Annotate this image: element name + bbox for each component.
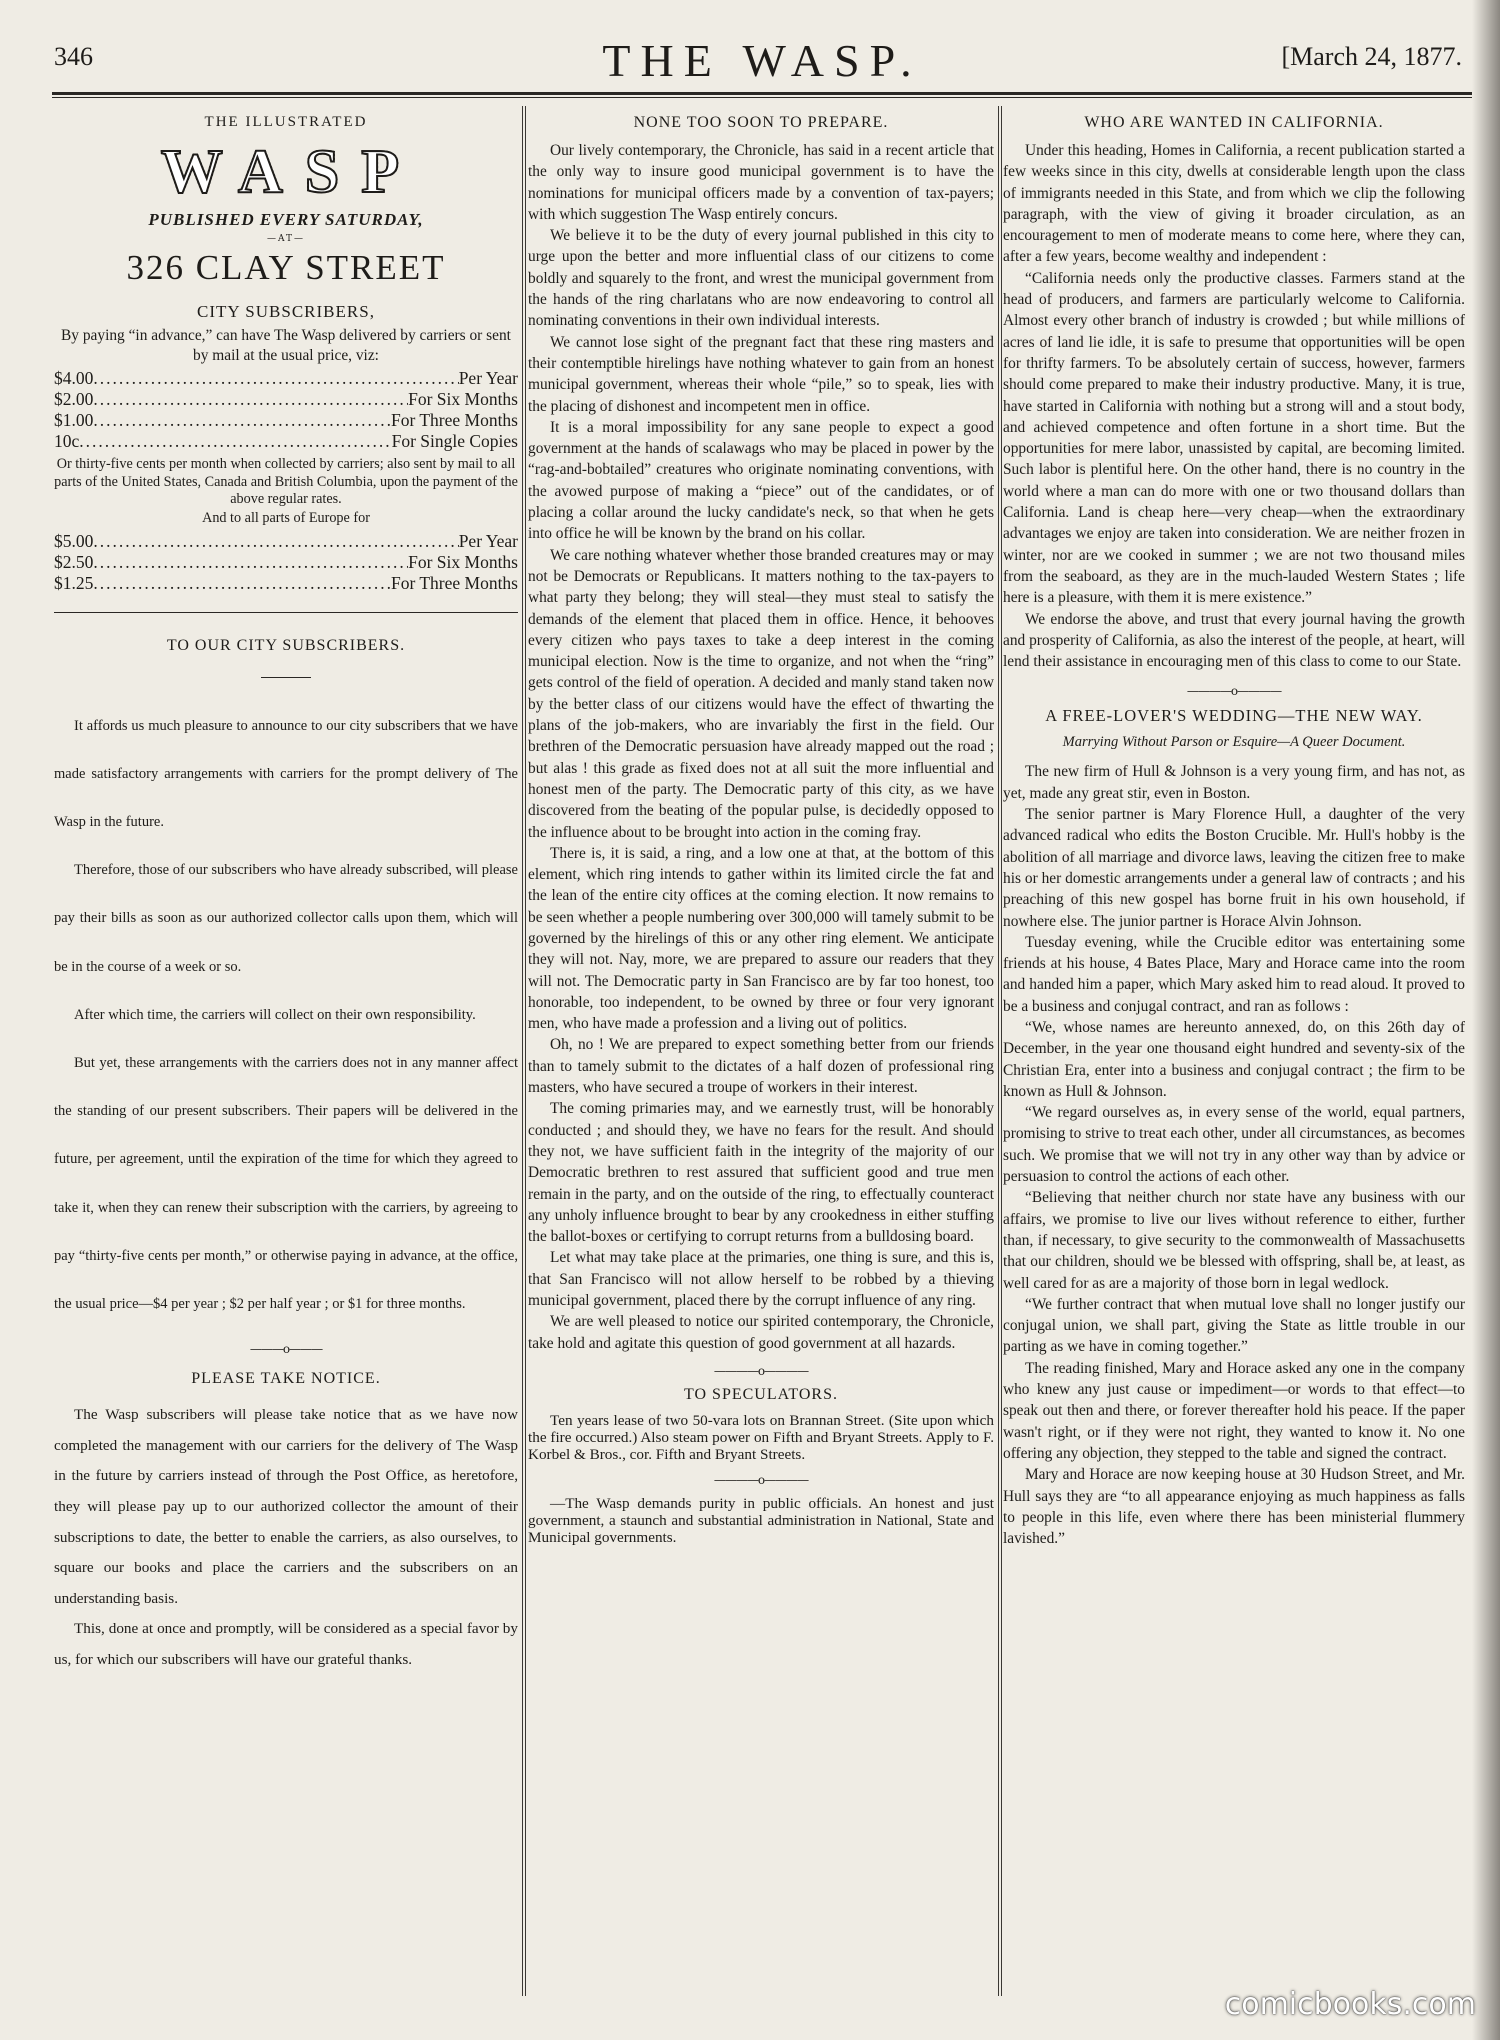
header-rule-thin [52,97,1478,98]
subscribers-intro: By paying “in advance,” can have The Wasp delivered by carriers or sent by mail at the usual price, viz: [61,327,511,364]
purity-text: —The Wasp demands purity in public officials. An honest and just government, a staunch and substantial administration in National, State and Municipal governments. [528,1494,994,1546]
paragraph: The reading finished, Mary and Horace asked any one in the company who knew any just cause or impediment—or words to that effect—to speak out then and there, or forever thereafter hold his peace. If the paper wasn't right, or if they were not right, they wanted to know it. No one offering any objection, they stepped to the table and signed the contract. [1003,1359,1465,1462]
paragraph: There is, it is said, a ring, and a low one at that, at the bottom of this element, which ring intends to gather within its limited circle the fat and the lean of the entire city offices at the coming election. It now remains to be seen whether a people numbering over 300,000 will tamely submit to be governed by the hirelings of this or any other ring element. We anticipate they will not. Nay, more, we are prepared to assure our readers that they will not. The Democratic party in San Francisco are by far too honest, too honorable, too independent, to be owned by three or four very ignorant men, who have made a profession and a living out of politics. [528,844,994,1033]
subscribers-europe: And to all parts of Europe for [202,509,370,526]
price-row [54,389,518,410]
price-amount: $1.00 [54,410,94,430]
paragraph: “California needs only the productive classes. Farmers stand at the head of producers, and farmers are particularly welcome to California. Almost every other branch of industry is crowded ; but while millions of acres of land lie idle, it is safe to presume that opportunities will be open for thrifty farmers. To be absolutely certain of success, however, farmers should come prepared to make their industry productive. Many, it is true, have started in California with nothing but a strong will and a stout body, and achieved competence and often fortune in a short time. But the opportunities for mere labor, unassisted by capital, are becoming limited. Such labor is plentiful here. On the other hand, there is no country in the world where a man can do more with one or two thousand dollars than California. Land is cheap here—very cheap—when the extraordinary advantages we enjoy are taken into consideration. We are neither frozen in winter, nor are we cooked in summer ; we are not two thousand miles from the seaboard, as they are in the much-lauded Western States ; life here is a pleasure, with them it is mere existence.” [1003,269,1465,607]
price-row [54,573,518,594]
price-amount: $5.00 [54,530,94,551]
city-subscribers-text [54,702,518,1329]
price-term: For Three Months [390,572,518,593]
page-number: 346 [54,42,93,71]
paragraph: Mary and Horace are now keeping house at 30 Hudson Street, and Mr. Hull says they are “to all appearance enjoying as much happiness as falls to people in this life, even where there has been ministerial flummery lavished.” [1003,1466,1465,1548]
price-term: For Six Months [408,389,518,409]
price-term: Per Year [458,368,518,388]
paragraph: Let what may take place at the primaries, one thing is sure, and this is, that San Francisco will not allow herself to be robbed by a thieving municipal government, placed there by the corrupt influence of any ring. [528,1249,994,1310]
watermark: comicbooks.com [1224,1987,1476,2022]
free-lover-subheading: Marrying Without Parson or Esquire—A Queer Document. [1062,734,1406,751]
header-rule [52,92,1478,95]
issue-date: [March 24, 1877. [1281,42,1462,71]
price-amount: $4.00 [54,368,94,388]
paragraph: Our lively contemporary, the Chronicle, has said in a recent article that the only way to insure good municipal government is to have the nominations for municipal officers made by a convention of tax-payers; with which suggestion The Wasp entirely concurs. [528,142,994,223]
price-list-europe [54,531,518,594]
paragraph: The coming primaries may, and we earnestly trust, will be honorably conducted ; and should they, we have no fears for the result. And should they not, we have sufficient faith in the integrity of the majority of our Democratic brethren to rest assured that sufficient good and true men remain in the party, and on the outside of the ring, to effectually counteract any unholy influence brought to bear by any crookedness in either stuffing the ballot-boxes or certifying to corrupt returns from a bulldosing board. [528,1100,994,1246]
price-row [54,552,518,573]
price-term: For Six Months [408,551,518,572]
price-row [54,368,518,389]
ornament-separator: ————o———— [1186,684,1282,699]
speculators-text: Ten years lease of two 50-vara lots on Brannan Street. (Site upon which the fire occurred.) Also steam power on Fifth and Bryant Streets. Apply to F. Korbel & Bros., cor. Fifth and Bryant Streets. [528,1411,994,1463]
column-middle [528,106,994,2006]
paragraph: It affords us much pleasure to announce to our city subscribers that we have made satisfactory arrangements with carriers for the prompt delivery of The Wasp in the future. [54,717,518,830]
paragraph: The Wasp subscribers will please take notice that as we have now completed the management with our carriers for the delivery of The Wasp in the future by carriers instead of through the Post Office, as heretofore, they will please pay up to our authorized collector the amount of their subscriptions to date, the better to enable the carriers, as also ourselves, to square our books and place the carriers and the subscribers on an understanding basis. [54,1406,518,1607]
price-row [54,410,518,431]
paragraph: This, done at once and promptly, will be considered as a special favor by us, for which our subscribers will have our grateful thanks. [54,1620,518,1668]
street-address: 326 CLAY STREET [126,248,446,287]
notice-heading: PLEASE TAKE NOTICE. [191,1370,381,1388]
paragraph: We endorse the above, and trust that every journal having the growth and prosperity of California, as also the interest of the people, at heart, will lend their assistance in encouraging men of this class to come to our State. [1003,610,1465,671]
column-divider [522,106,523,1996]
leader-dots [93,368,458,389]
price-amount: $2.50 [54,551,94,572]
free-lover-heading: A FREE-LOVER'S WEDDING—THE NEW WAY. [1045,706,1423,726]
price-term: For Three Months [390,410,518,430]
price-list-domestic [54,368,518,452]
leader-dots [93,410,391,431]
leader-dots [93,573,391,594]
paragraph: We care nothing whatever whether those branded creatures may or may not be Democrats or Republicans. It matters nothing to the tax-payers to what party they belong; they will steal—they must steal to satisfy the demands of the element that placed them in office. Hence, it behooves every citizen who pays taxes to take a deep interest in the coming municipal election. Now is the time to organize, and not when the “ring” gets control of the field of operation. A decided and manly stand taken now by the better class of our citizens would have the effect of thwarting the plans of the job-makers, who are invariably the first in the field. Our brethren of the Democratic persuasion have already mapped out the road ; but alas ! this grade as fixed does not at all suit the more influential and honest men of the party. The Democratic party of this city, as we have discovered from the beating of the popular pulse, is decidedly opposed to the influence about to be brought into action in the coming fray. [528,546,994,841]
notice-text [54,1400,518,1675]
masthead: THE WASP. [602,35,922,86]
price-row [54,531,518,552]
paragraph: We believe it to be the duty of every journal published in this city to urge upon the better and more influential class of our citizens to come boldly and squarely to the front, and wrest the municipal government from the hands of the ring charlatans who are now endeavoring to control all nominating conventions in their own individual interests. [528,227,994,330]
ornament-separator: ———o——— [249,1342,323,1357]
page-header [54,34,1470,94]
leader-dots [93,389,408,410]
paragraph: “We regard ourselves as, in every sense of the world, equal partners, promising to strive to treat each other, under all circumstances, as becomes such. We promise that we will not try in any other way than by advice or persuasion to control the actions of each other. [1003,1104,1465,1186]
subscribers-mid: Or thirty-five cents per month when collected by carriers; also sent by mail to all parts of the United States, Canada and British Columbia, upon the payment of the above regular rates. [54,456,518,507]
price-term: For Single Copies [391,431,518,451]
wanted-in-california-heading: WHO ARE WANTED IN CALIFORNIA. [1084,114,1384,131]
paragraph: The senior partner is Mary Florence Hull, a daughter of the very advanced radical who edits the Boston Crucible. Mr. Hull's hobby is the abolition of all marriage and divorce laws, leaving the citizen free to make his or her domestic arrangements under a general law of contracts ; and his preaching of this new gospel has borne fruit in his own household, if nowhere else. The junior partner is Horace Alvin Johnson. [1003,806,1465,930]
ornament-separator: ————o———— [713,1363,809,1378]
none-too-soon-heading: NONE TOO SOON TO PREPARE. [633,114,889,131]
section-rule [54,612,518,613]
at-line: —AT— [266,234,305,244]
speculators-heading: TO SPECULATORS. [684,1385,838,1403]
paragraph: It is a moral impossibility for any sane people to expect a good government at the hands of scalawags who may be placed in power by the “rag-and-bobtailed” creatures who originate nominating conventions, with the avowed purpose of making a “piece” out of the candidates, or of placing a collar around the lucky candidate's neck, so that when he gets into office he will be known by the brand on his collar. [528,418,994,543]
paragraph: We are well pleased to notice our spirited contemporary, the Chronicle, take hold and agitate this question of good government at all hazards. [528,1313,994,1352]
column-divider [1001,106,1002,1996]
short-rule [261,677,311,678]
illustrated-line: THE ILLUSTRATED [204,114,368,130]
paragraph: Oh, no ! We are prepared to expect something better from our friends than to tamely submit to the dictates of a half dozen of professional ring masters, who have secured a troupe of workers in their interest. [528,1036,994,1097]
paragraph: “We, whose names are hereunto annexed, do, on this 26th day of December, in the year one thousand eight hundred and seventy-six of the Christian Era, enter into a business and conjugal contract ; the firm to be known as Hull & Johnson. [1003,1018,1465,1100]
paragraph: “Believing that neither church nor state have any business with our affairs, we promise to live our lives without reference to either, further than, if necessary, to give security to the commonwealth of Massachusetts that our children, should we be blessed with offspring, shall be, at least, as well cared for as are a majority of those born in legal wedlock. [1003,1189,1465,1292]
price-amount: 10c [54,431,80,451]
leader-dots [93,552,408,573]
column-divider [525,106,526,1996]
price-term: Per Year [458,530,518,551]
column-left [54,106,518,2006]
free-lover-text [1003,761,1465,1549]
paragraph: The new firm of Hull & Johnson is a very young firm, and has not, as yet, made any great stir, even in Boston. [1003,763,1465,802]
published-line: PUBLISHED EVERY SATURDAY, [148,210,424,229]
paragraph: “We further contract that when mutual love shall no longer justify our conjugal union, we shall part, giving the State as little trouble in our parting as we have in coming together.” [1003,1295,1465,1356]
leader-dots [93,531,458,552]
wanted-in-california-text [1003,140,1465,672]
column-right [1003,106,1465,2006]
page-edge-shadow [1472,0,1500,2040]
paragraph: Therefore, those of our subscribers who have already subscribed, will please pay their bills as soon as our authorized collector calls upon them, which will be in the course of a week or so. [54,862,518,975]
city-subscribers-heading: TO OUR CITY SUBSCRIBERS. [166,636,406,654]
column-divider [998,106,999,1996]
none-too-soon-text [528,140,994,1354]
paragraph: We cannot lose sight of the pregnant fact that these ring masters and their contemptible hirelings have nothing whatever to gain from an honest municipal government, whereas their whole “pile,” so to speak, lies with the placing of dishonest and incompetent men in office. [528,333,994,415]
leader-dots [79,431,391,452]
wasp-logo: WASP [64,137,518,208]
price-row [54,431,518,452]
paragraph: After which time, the carriers will collect on their own responsibility. [74,1006,476,1023]
subscribers-heading: CITY SUBSCRIBERS, [197,302,375,321]
price-amount: $2.00 [54,389,94,409]
paragraph: Tuesday evening, while the Crucible editor was entertaining some friends at his house, 4 Bates Place, Mary and Horace came into the room and handed him a paper, which Mary asked him to read aloud. It proved to be a business and conjugal contract, and ran as follows : [1003,933,1465,1015]
paragraph: But yet, these arrangements with the carriers does not in any manner affect the standing of our present subscribers. Their papers will be delivered in the future, per agreement, until the expiration of the time for which they agreed to take it, when they can renew their subscription with the carriers, by agreeing to pay “thirty-five cents per month,” or otherwise paying in advance, at the office, the usual price—$4 per year ; $2 per half year ; or $1 for three months. [54,1054,518,1312]
ornament-separator: ————o———— [713,1472,809,1487]
price-amount: $1.25 [54,572,94,593]
paragraph: Under this heading, Homes in California, a recent publication started a few weeks since in this city, dwells at considerable length upon the class of immigrants needed in this State, and from which we clip the following paragraph, with the view of giving it broader circulation, as an encouragement to men of moderate means to come here, where they can, after a few years, become wealthy and independent : [1003,142,1465,266]
